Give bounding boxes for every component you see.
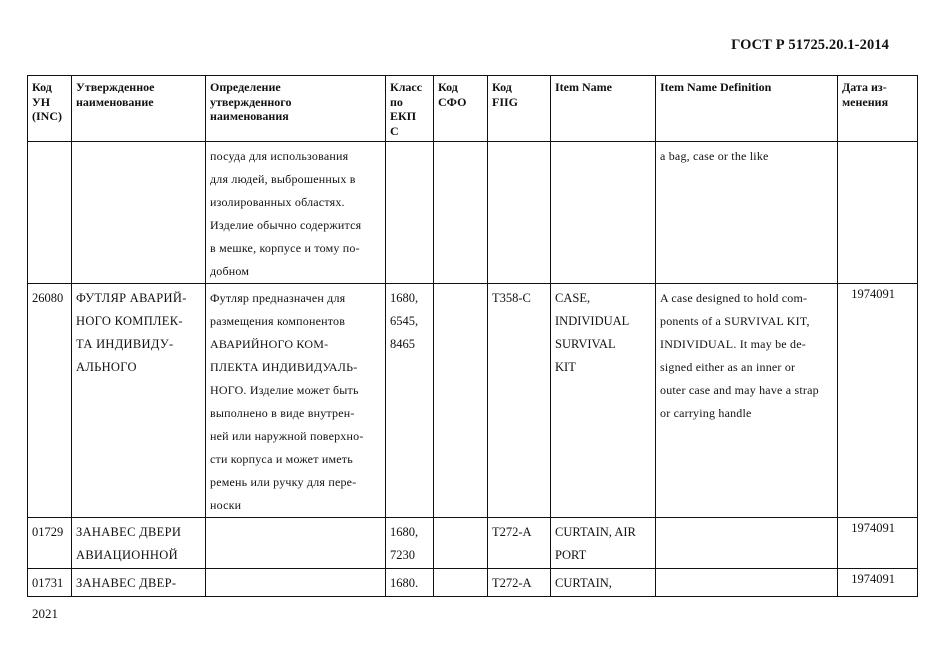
cell-sfo	[434, 142, 488, 284]
cell-definition	[206, 518, 386, 569]
cell-definition	[206, 569, 386, 597]
page-number: 2021	[32, 606, 58, 621]
cell-sfo	[434, 518, 488, 569]
column-header-name: Утвержденное наименование	[72, 76, 206, 142]
table-row	[28, 284, 918, 518]
cell-item-definition	[656, 569, 838, 597]
cell-item-name	[551, 142, 656, 284]
cell-class: 1680, 6545, 8465	[386, 284, 434, 518]
cell-name: ЗАНАВЕС ДВЕР-	[72, 569, 206, 597]
cell-definition: Футляр предназначен для размещения компонентов АВАРИЙНОГО КОМ- ПЛЕКТА ИНДИВИДУАЛЬ- НОГО. Изделие может быть выполнено в виде внутрен- ней или наружной поверхно- сти корпуса и может иметь ремень или ручку для пере- носки	[206, 284, 386, 518]
cell-item-name: CURTAIN,	[551, 569, 656, 597]
column-header-sfo: Код СФО	[434, 76, 488, 142]
table-row	[28, 142, 918, 284]
cell-sfo	[434, 284, 488, 518]
cell-sfo	[434, 569, 488, 597]
cell-name: ФУТЛЯР АВАРИЙ- НОГО КОМПЛЕК- ТА ИНДИВИДУ- АЛЬНОГО	[72, 284, 206, 518]
cell-class	[386, 142, 434, 284]
cell-fiig	[488, 142, 551, 284]
cell-item-name: CURTAIN, AIR PORT	[551, 518, 656, 569]
cell-name	[72, 142, 206, 284]
cell-code: 01731	[28, 569, 72, 597]
catalog-table	[27, 75, 918, 597]
column-header-definition: Определение утвержденного наименования	[206, 76, 386, 142]
cell-date: 1974091	[838, 284, 918, 518]
column-header-item-definition: Item Name Definition	[656, 76, 838, 142]
column-header-code: Код УН (INC)	[28, 76, 72, 142]
cell-class: 1680, 7230	[386, 518, 434, 569]
cell-fiig: T272-A	[488, 569, 551, 597]
column-header-item-name: Item Name	[551, 76, 656, 142]
cell-definition: посуда для использования для людей, выброшенных в изолированных областях. Изделие обычно содержится в мешке, корпусе и тому по- добном	[206, 142, 386, 284]
cell-item-definition: A case designed to hold com- ponents of a SURVIVAL KIT, INDIVIDUAL. It may be de- signed either as an inner or outer case and may have a strap or carrying handle	[656, 284, 838, 518]
cell-fiig: T358-C	[488, 284, 551, 518]
cell-fiig: T272-A	[488, 518, 551, 569]
cell-code: 26080	[28, 284, 72, 518]
cell-code	[28, 142, 72, 284]
column-header-fiig: Код FIIG	[488, 76, 551, 142]
column-header-class: Класс по ЕКП С	[386, 76, 434, 142]
cell-item-definition	[656, 518, 838, 569]
cell-item-definition: a bag, case or the like	[656, 142, 838, 284]
cell-name: ЗАНАВЕС ДВЕРИ АВИАЦИОННОЙ	[72, 518, 206, 569]
cell-code: 01729	[28, 518, 72, 569]
cell-date	[838, 142, 918, 284]
cell-date: 1974091	[838, 569, 918, 597]
cell-class: 1680.	[386, 569, 434, 597]
table-row	[28, 518, 918, 569]
table-header-row	[28, 76, 918, 142]
document-header: ГОСТ Р 51725.20.1-2014	[731, 37, 889, 53]
column-header-date: Дата из- менения	[838, 76, 918, 142]
table-row	[28, 569, 918, 597]
cell-date: 1974091	[838, 518, 918, 569]
cell-item-name: CASE, INDIVIDUAL SURVIVAL KIT	[551, 284, 656, 518]
